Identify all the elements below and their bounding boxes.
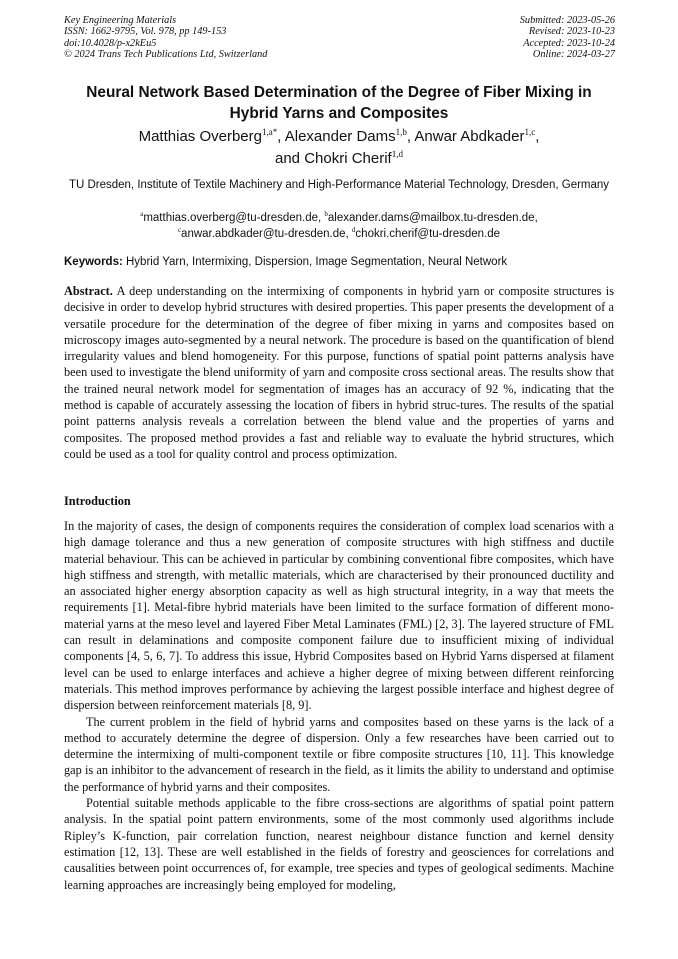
author-conjunction: and xyxy=(275,150,305,167)
journal-header-right xyxy=(520,15,615,61)
author-list xyxy=(64,126,614,170)
keywords-label: Keywords: xyxy=(64,256,123,268)
journal-issn: ISSN: 1662-9795, Vol. 978, pp 149-153 xyxy=(64,26,227,38)
section-heading: Introduction xyxy=(64,494,131,508)
journal-copyright: © 2024 Trans Tech Publications Ltd, Switzerland xyxy=(64,49,268,61)
email-address[interactable]: alexander.dams@mailbox.tu-dresden.de xyxy=(327,212,535,224)
email-address[interactable]: anwar.abdkader@tu-dresden.de xyxy=(181,228,346,240)
email-marker: d xyxy=(351,226,356,234)
email-marker: a xyxy=(140,210,144,218)
date-submitted: Submitted: 2023-05-26 xyxy=(519,15,615,26)
journal-name: Key Engineering Materials xyxy=(64,15,177,26)
author-name: Alexander Dams xyxy=(284,128,396,145)
date-online: Online: 2024-03-27 xyxy=(532,49,615,61)
author-affiliation-marker: 1,b xyxy=(395,127,407,137)
abstract-text: A deep understanding on the intermixing of components in hybrid yarn or composite structures is decisive in order to develop hybrid structures with desired properties. This paper presents the development of a versatile procedure for the determination of the degree of fiber mixing in yarns and composites based on microscopy images auto-segmented by a neural network. The procedure is based on the quantification of blend irregularity values and blend homogeneity. For this purpose, functions of spatial point patterns analysis have been used to investigate the blend uniformity of yarn and composite cross sectional areas. The results show that the trained neural network model for segmentation of images has an accuracy of 92 %, indicating that the method is capable of accurately assessing the location of fibers in hybrid struc-tures. The results of the spatial point patterns analysis reveals a correlation between the blend value and the properties of yarns and composites. The proposed method provides a fast and reliable way to evaluate the hybrid structures, which could be used as a tool for quality control and process optimization. xyxy=(64,284,614,461)
date-revised: Revised: 2023-10-23 xyxy=(528,26,615,38)
journal-doi: doi:10.4028/p-x2kEu5 xyxy=(64,37,157,49)
affiliation: TU Dresden, Institute of Textile Machinery and High-Performance Material Technology, Dresden, Germany xyxy=(68,179,610,191)
email-address[interactable]: chokri.cherif@tu-dresden.de xyxy=(355,228,501,240)
author-separator: , xyxy=(535,128,540,145)
date-accepted: Accepted: 2023-10-24 xyxy=(523,37,615,49)
paragraph: Potential suitable methods applicable to the fibre cross-sections are algorithms of spatial point pattern analysis. In the spatial point pattern environments, some of the most commonly used algorithms include Ripley’s K-function, pair correlation function, nearest neighbour distance function and kernel density estimation [12, 13]. These are well established in the fields of forestry and geosciences for correlations and causalities between point occurrences of, for example, tree species and types of geological sediments. Machine learning approaches are increasingly being employed for modeling, xyxy=(64,796,614,892)
author-affiliation-marker: 1,c xyxy=(524,127,536,137)
abstract-label: Abstract. xyxy=(64,284,113,298)
author-affiliation-marker: 1,d xyxy=(391,149,403,159)
paragraph: The current problem in the field of hybrid yarns and composites based on these yarns is the lack of a method to accurately determine the degree of dispersion. Only a few researches have been carried out to determine the intermixing of multi-component textile or fibre composite structures [10, 11]. This knowledge gap is an inhibitor to the advancement of research in the field, as it limits the ability to understand and optimise the performance of hybrid yarns and their composites. xyxy=(64,714,614,794)
keywords-text: Hybrid Yarn, Intermixing, Dispersion, Image Segmentation, Neural Network xyxy=(122,256,508,268)
author-name: Matthias Overberg xyxy=(138,128,262,145)
abstract xyxy=(64,283,614,462)
author-affiliation-marker: 1,a* xyxy=(261,127,278,137)
keywords xyxy=(64,254,614,270)
author-name: Anwar Abdkader xyxy=(414,128,525,145)
journal-header-left xyxy=(64,15,267,61)
author-name: Chokri Cherif xyxy=(304,150,392,167)
author-separator: , xyxy=(406,128,415,145)
email-marker: b xyxy=(324,210,328,218)
email-marker: c xyxy=(177,226,182,234)
email-address[interactable]: matthias.overberg@tu-dresden.de xyxy=(143,212,319,224)
author-separator: , xyxy=(277,128,285,145)
paragraph: In the majority of cases, the design of components requires the consideration of complex load scenarios with a high damage tolerance and thus a new generation of composite structures with high stiffness and ductile material behaviour. This can be achieved in particular by combining conventional fibre composites, which have high stiffness and strength, with metallic materials, which are characterised by their pronounced ductility and an associated higher energy absorption capacity as well as high structural integrity, in a way that meets the requirements [1]. Metal-fibre hybrid materials have been limited to the surface formation of different mono-material yarns at the meso level and layered Fiber Metal Laminates (FML) [2, 3]. The layered structure of FML can result in delaminations and composite component failure due to insufficient mixing of individual components [4, 5, 6, 7]. To address this issue, Hybrid Composites based on Hybrid Yarns dispersed at filament level can be used to enlarge interfaces and achieve a higher degree of mixing between different reinforcing materials. This method improves performance by achieving the largest possible interface and highest degree of dispersion between reinforcement materials [8, 9]. xyxy=(64,519,614,713)
email-list: $^a$matthias.overberg@tu-dresden.de, $^b$alexander.dams@mailbox.tu-dresden.de, $^c$anwar.abdkader@tu-dresden.de, $^d$chokri.cherif@tu-dresden.de xyxy=(140,210,538,240)
introduction-body xyxy=(64,518,614,893)
paper-title: Neural Network Based Determination of the Degree of Fiber Mixing in Hybrid Yarns and Composites xyxy=(86,84,592,122)
